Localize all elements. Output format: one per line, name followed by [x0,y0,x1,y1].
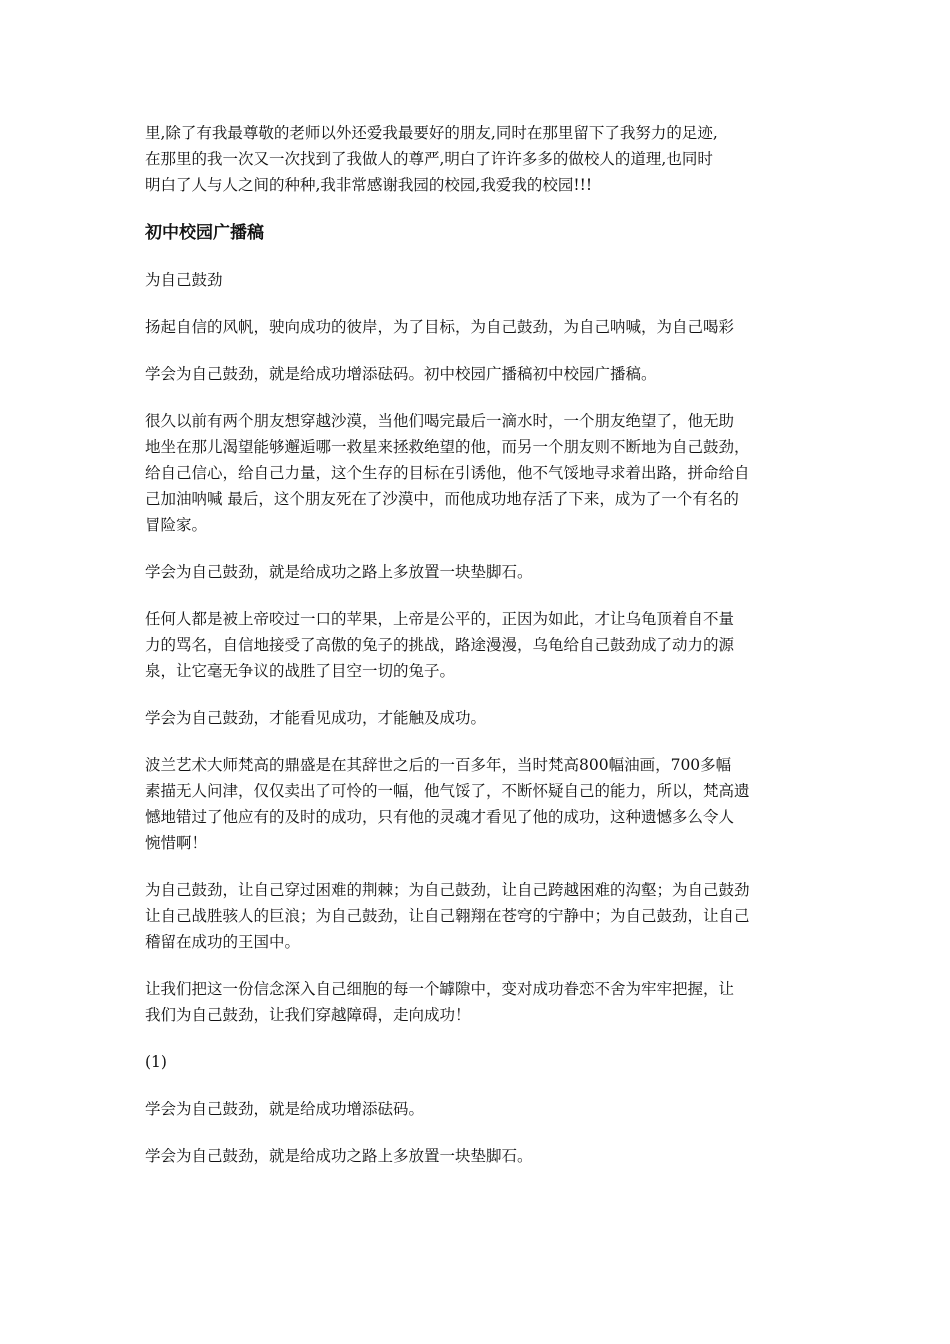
paragraph-line: 扬起自信的风帆，驶向成功的彼岸，为了目标，为自己鼓劲，为自己呐喊，为自己喝彩 [145,318,735,336]
body-paragraph [145,267,813,293]
paragraph-line: (1) [145,1053,167,1071]
body-paragraph [145,1096,813,1122]
intro-line: 在那里的我一次又一次找到了我做人的尊严,明白了许许多多的做校人的道理,也同时 [145,150,713,168]
paragraph-line: 为自己鼓劲，让自己穿过困难的荆棘；为自己鼓劲，让自己跨越困难的沟壑；为自己鼓劲 [145,881,750,899]
intro-line: 里,除了有我最尊敬的老师以外还爱我最要好的朋友,同时在那里留下了我努力的足迹, [145,124,718,142]
paragraph-line: 让自己战胜骇人的巨浪；为自己鼓劲，让自己翱翔在苍穹的宁静中；为自己鼓劲，让自己 [145,907,750,925]
paragraph-line: 为自己鼓劲 [145,271,223,289]
paragraph-line: 素描无人问津，仅仅卖出了可怜的一幅，他气馁了，不断怀疑自己的能力，所以，梵高遗 [145,782,750,800]
body-paragraph [145,705,813,731]
paragraph-line: 泉，让它毫无争议的战胜了目空一切的兔子。 [145,662,456,680]
paragraph-line: 学会为自己鼓劲，就是给成功之路上多放置一块垫脚石。 [145,1147,533,1165]
paragraph-line: 冒险家。 [145,516,208,534]
paragraph-line: 波兰艺术大师梵高的鼎盛是在其辞世之后的一百多年，当时梵高800幅油画，700多幅 [145,756,732,774]
article-heading: 初中校园广播稿 [145,223,264,243]
paragraph-line: 我们为自己鼓劲，让我们穿越障碍，走向成功！ [145,1006,471,1024]
paragraph-line: 学会为自己鼓劲，才能看见成功，才能触及成功。 [145,709,487,727]
body-paragraph [145,606,813,684]
body-paragraph [145,752,813,856]
body-paragraph [145,1049,813,1075]
paragraph-line: 给自己信心，给自己力量，这个生存的目标在引诱他，他不气馁地寻求着出路，拼命给自 [145,464,750,482]
paragraph-line: 学会为自己鼓劲，就是给成功增添砝码。 [145,1100,425,1118]
paragraph-line: 让我们把这一份信念深入自己细胞的每一个罅隙中，变对成功眷恋不舍为牢牢把握，让 [145,980,735,998]
paragraph-line: 稽留在成功的王国中。 [145,933,301,951]
paragraph-line: 惋惜啊！ [145,834,208,852]
body-paragraph [145,1143,813,1169]
body-paragraph [145,559,813,585]
paragraph-line: 地坐在那儿渴望能够邂逅哪一救星来拯救绝望的他，而另一个朋友则不断地为自己鼓劲， [145,438,750,456]
paragraph-line: 很久以前有两个朋友想穿越沙漠，当他们喝完最后一滴水时，一个朋友绝望了，他无助 [145,412,735,430]
paragraph-line: 力的骂名，自信地接受了高傲的兔子的挑战，路途漫漫，乌龟给自己鼓劲成了动力的源 [145,636,735,654]
paragraph-line: 憾地错过了他应有的及时的成功，只有他的灵魂才看见了他的成功，这种遗憾多么令人 [145,808,735,826]
body-paragraph [145,314,813,340]
paragraph-line: 己加油呐喊 最后，这个朋友死在了沙漠中，而他成功地存活了下来，成为了一个有名的 [145,490,739,508]
paragraph-line: 学会为自己鼓劲，就是给成功增添砝码。初中校园广播稿初中校园广播稿。 [145,365,657,383]
intro-line: 明白了人与人之间的种种,我非常感谢我园的校园,我爱我的校园!!! [145,176,593,194]
body-paragraph [145,408,813,538]
body-paragraph [145,361,813,387]
body-paragraph [145,877,813,955]
intro-paragraph [145,120,813,198]
paragraph-line: 学会为自己鼓劲，就是给成功之路上多放置一块垫脚石。 [145,563,533,581]
article-body [145,267,813,1169]
document-page [145,120,813,1169]
body-paragraph [145,976,813,1028]
paragraph-line: 任何人都是被上帝咬过一口的苹果，上帝是公平的，正因为如此，才让乌龟顶着自不量 [145,610,735,628]
